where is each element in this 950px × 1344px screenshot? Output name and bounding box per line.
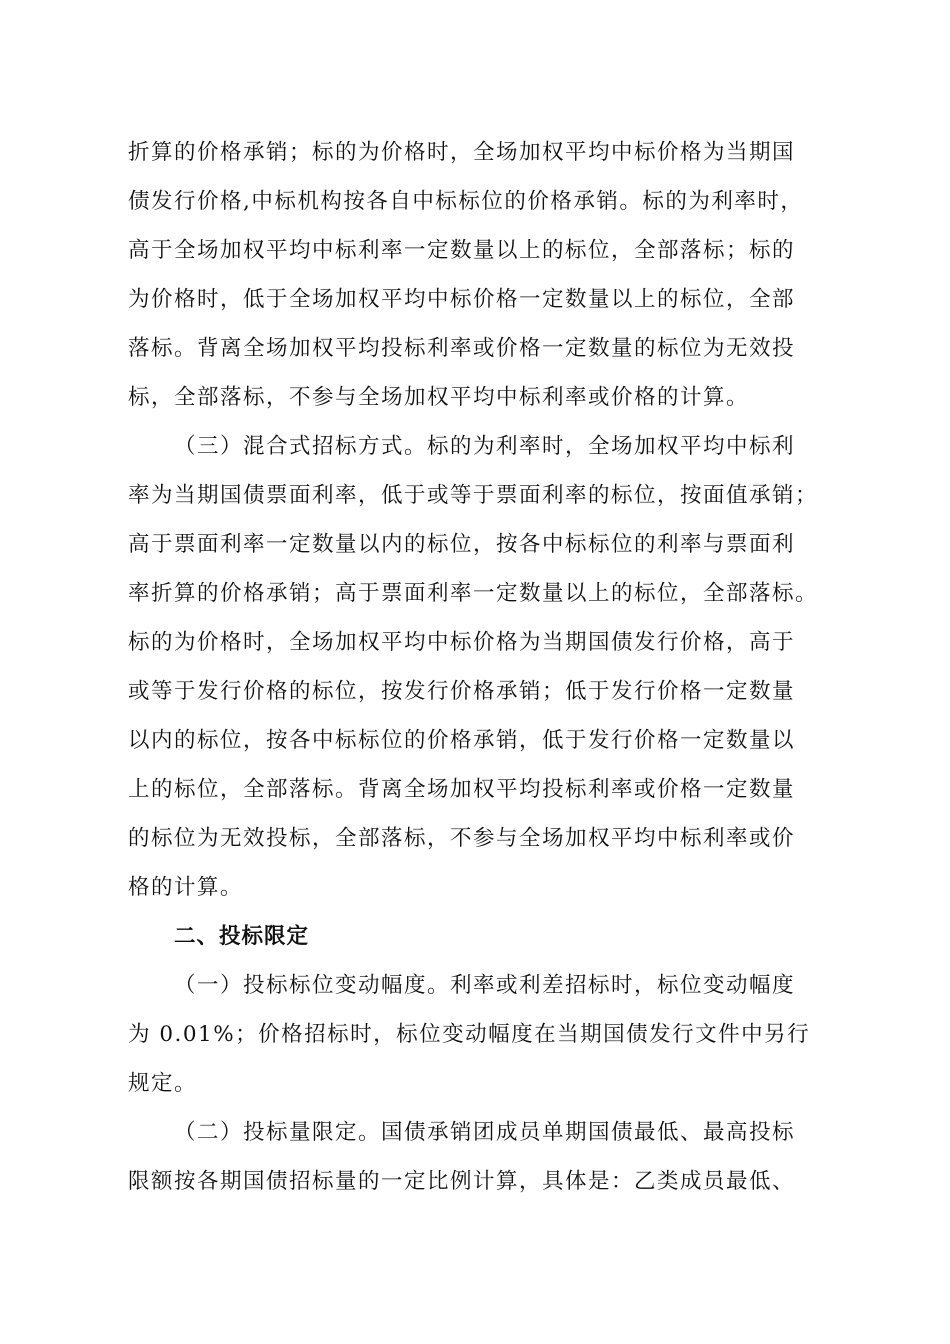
text-line: 限额按各期国债招标量的一定比例计算，具体是：乙类成员最低、 — [128, 1169, 796, 1194]
text-line: 率折算的价格承销；高于票面利率一定数量以上的标位，全部落标。 — [128, 581, 819, 606]
section-heading: 二、投标限定 — [174, 924, 310, 949]
text-line: 高于票面利率一定数量以内的标位，按各中标标位的利率与票面利 — [128, 532, 796, 557]
text-line: 格的计算。 — [128, 875, 244, 900]
text-line: 为价格时，低于全场加权平均中标价格一定数量以上的标位，全部 — [128, 287, 796, 312]
paragraph-start-line: （三）混合式招标方式。标的为利率时，全场加权平均中标利 — [174, 434, 796, 459]
text-line: 率为当期国债票面利率，低于或等于票面利率的标位，按面值承销； — [128, 483, 819, 508]
text-line: 的标位为无效投标，全部落标，不参与全场加权平均中标利率或价 — [128, 826, 796, 851]
text-line: 上的标位，全部落标。背离全场加权平均投标利率或价格一定数量 — [128, 777, 796, 802]
text-line: 折算的价格承销；标的为价格时，全场加权平均中标价格为当期国 — [128, 140, 796, 165]
text-line: 标的为价格时，全场加权平均中标价格为当期国债发行价格，高于 — [128, 630, 796, 655]
text-line: 为 0.01%；价格招标时，标位变动幅度在当期国债发行文件中另行 — [128, 1022, 811, 1047]
text-line: 以内的标位，按各中标标位的价格承销，低于发行价格一定数量以 — [128, 728, 796, 753]
text-line: 落标。背离全场加权平均投标利率或价格一定数量的标位为无效投 — [128, 336, 796, 361]
text-line: 规定。 — [128, 1071, 198, 1096]
paragraph-start-line: （二）投标量限定。国债承销团成员单期国债最低、最高投标 — [174, 1120, 796, 1145]
text-line: 高于全场加权平均中标利率一定数量以上的标位，全部落标；标的 — [128, 238, 796, 263]
paragraph-start-line: （一）投标标位变动幅度。利率或利差招标时，标位变动幅度 — [174, 973, 796, 998]
document-body — [128, 128, 824, 1206]
text-line: 债发行价格,中标机构按各自中标标位的价格承销。标的为利率时， — [128, 189, 804, 214]
text-line: 或等于发行价格的标位，按发行价格承销；低于发行价格一定数量 — [128, 679, 796, 704]
text-line: 标，全部落标，不参与全场加权平均中标利率或价格的计算。 — [128, 385, 750, 410]
